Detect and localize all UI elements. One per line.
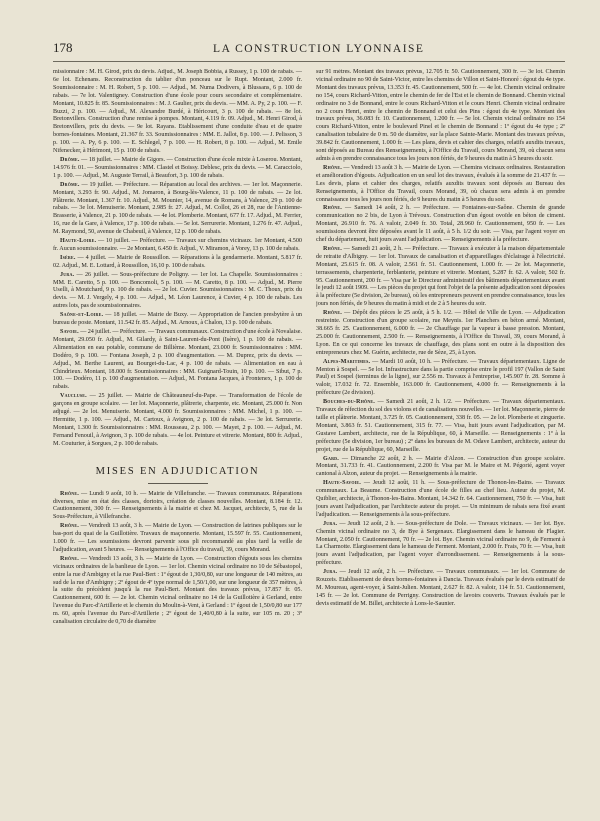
listing-paragraph [316,205,565,245]
department-name: Rhône. [323,164,342,171]
listing-paragraph [316,456,565,480]
department-name: Isère. [60,254,76,261]
listing-paragraph [316,69,565,164]
listing-paragraph [316,480,565,520]
listing-paragraph [53,556,302,627]
listing-text: — Samedi 21 août, 2 h. 1/2. — Préfecture. — Travaux départementaux. Travaux de réfection du sol des violons et de canalisations nouvelles. — 1er lot. Maçonnerie, pierre de taille et plâtrerie. Montant, 3.725 fr. 05. Cautionnement, 338 fr. 05. — 2e lot. Plomberie et zinguerie. Montant, 3.863 fr. 51. Cautionnement, 315 fr. 77. — Visa, huit jours avant l'adjudication, par M. Gustave Lambert, architecte, rue de la République, 60, à Marseille. — Renseignements : 1º à la préfecture (5e division, 1er bureau) ; 2º dans les bureaux de M. Odave Lambert, architecte, auteur du projet, rue de la République, 60, Marseille. [316,399,565,453]
right-column [316,69,565,814]
department-name: Jura. [323,520,338,527]
listing-text: missionnaire : M. H. Girod, prix du devis. Adjud., M. Joseph Bobbia, à Russey, 1 p. 100 de rabais. — 6e lot. Echenans. Reconstruction du tablier d'un ponceau sur le Rupt. Montant, 2.000 fr. Soumissionnaire : M. H. Robert, 5 p. 100. — Adjud., M. Numa Dodivers, à Blussans, 6 p. 100 de rabais. — 7e lot. Valentigney. Construction d'une école pour cours secondaire et complémentaire. Montant, 10.825 fr. 85. Soumissionnaires : M. J. Gaulier, prix du devis. — MM. A. Py, 2 p. 100. — F. Buzzi, 2 p. 100. — Adjud., M. Alexandre Burdé, à Héricourt, 3 p. 100 de rabais. — 8e lot. Bretonvillers. Construction d'une remise à pompes. Montant, 4.119 fr. 09. Adjud., M. Henri Girod, à Bretonvillers, prix du devis. — 9e lot. Rayans. Etablissement d'une conduite d'eau et de quatre bornes-fontaines. Montant, 21.367 fr. 33. Soumissionnaires : MM. E. Jallot, 8 p. 100. — J. Pelisson, 3 p. 100. — A. Py, 6 p. 100. — E. Schlegel, 7 p. 100. — H. Robert, 8 p. 100. — Adjud., M. Emile Nifenecker, à Hérimont, 15 p. 100 de rabais. [53,69,302,155]
department-name: Rhône. [323,310,342,317]
upcoming-adjudications-right [316,69,565,609]
listing-paragraph [53,69,302,156]
listing-paragraph [53,329,302,392]
listing-text: — Samedi 21 août, 2 h. — Préfecture. — Travaux à exécuter à la maison départementale de retraite d'Albigny. — 1er lot. Travaux de canalisation et d'appareillages d'éclairage à l'électricité. Montant, 25.615 fr. 08. A valoir, 2.561 fr. 51. Cautionnement, 1.000 fr. — 2e lot. Maçonnerie, terrassements, charpenterie, ferblanterie, peinture et vitrerie. Montant, 5.287 fr. 62. A valoir, 502 fr. 95. Cautionnement, 200 fr. — Visa par le Directeur administratif des bâtiments départementaux avant le jeudi 12 août 1909. — Les pièces du projet qui font l'objet de la présente adjudication sont déposées à la préfecture (5e division, 2e bureau), où les entrepreneurs peuvent en prendre connaissance, tous les jours non fériés, de 9 heures du matin à midi et de 2 à 5 heures du soir. [316,245,565,308]
upcoming-adjudications-left [53,491,302,627]
listing-text: — Jeudi 12 août, 2 h. — Sous-préfecture de Dole. — Travaux vicinaux. — 1er lot. Bye. Chemin vicinal ordinaire no 3, de Bye à Sergenaux. Elargissement dans le hameau de Flagier. Montant, 2.050 fr. Cautionnement, 70 fr. — 2e lot. Bye. Chemin vicinal ordinaire no 9, de Ferment à La Charmotte. Elargissement dans le hameau de Ferment. Montant, 2.000 fr. Frais, 70 fr. — Visa, huit jours avant l'adjudication, par l'agent voyer d'arrondissement. — Renseignements à la sous-préfecture. [316,520,565,567]
department-name: Rhône. [323,205,342,212]
listing-paragraph [53,182,302,237]
listing-paragraph [316,246,565,309]
section-title: MISES EN ADJUDICATION [95,465,260,477]
listing-text: — 19 juillet. — Préfecture. — Réparation au local des archives. — 1er lot. Maçonnerie. Montant, 3.293 fr. 90. Adjud., M. Jomaron, à Bourg-lès-Valence, 11 p. 100 de rabais. — 2e lot. Plâtrerie. Montant, 1.367 fr. 10. Adjud., M. Mounier, 14, avenue de Romans, à Valence, 29 p. 100 de rabais. — 3e lot. Menuiserie. Montant, 2.985 fr. 27. Adjud., M. Collot, 26 et 28, rue de l'Antienne-Brasserie, à Valence, 21 p. 100 de rabais. — 4e lot. Plomberie. Montant, 677 fr. 17. Adjud., M. Ferrier, 16, rue de la Gare, à Valence, 17 p. 100 de rabais. — 5e lot. Serrurerie. Montant, 1.276 fr. 47. Adjud., M. Raymond, 50, avenue de Chabeuil, à Valence, 12 p. 100 de rabais. [53,181,302,236]
left-column [53,69,302,814]
listing-paragraph [316,399,565,454]
listing-text: — Dépôt des pièces le 25 août, à 5 h. 1/2. — Hôtel de Ville de Lyon. — Adjudication restreinte. Construction d'un groupe scolaire, rue Meynis. 1er Planchers en béton armé. Montant, 38.665 fr. 25. Cautionnement, 6.000 fr. — 2e Chauffage par la vapeur à basse pression. Montant, 25.000 fr. Cautionnement, 2.500 fr. — Renseignements, à l'Office du Travail, 39, cours Morand, à Lyon. En ce qui concerne les travaux de chauffage, des plans sont en outre à la disposition des entrepreneurs chez M. Guérin, architecte, rue de Sèze, 25, à Lyon. [316,310,565,356]
listing-paragraph [316,165,565,205]
listing-text: — Vendredi 13 août 3 h. — Mairie de Lyon. — Chemins vicinaux ordinaires. Restauration et amélioration d'égouts. Adjudication en un seul lot des travaux, évalués à la somme de 21.437 fr. — Les devis, plans et cahier des charges, relatifs auxdits travaux sont déposés au Bureau des Renseignements, à l'Office du Travail, cours Morand, 39, où chacun sera admis à en prendre connaissance tous les jours non fériés, de 9 heures du matin à 5 heures du soir. [316,164,565,203]
section-rule [148,483,208,484]
listing-text: — Jeudi 12 août, 2 h. — Préfecture. — Travaux communaux. — 1er lot. Commune de Rouzeis. Etablissement de deux bornes-fontaines à Dancia. Travaux évalués par le devis estimatif de M. Moureau, agent-voyer, à Saint-Julien. Montant, 2.627 fr. 82. A valoir, 114 fr. 51. Cautionnement, 145 fr. — 2e lot. Commune de Perrigny. Construction de lavoirs couverts. Travaux évalués par le devis estimatif de M. Billet, architecte à Lons-le-Saunier. [316,569,565,607]
listing-paragraph [53,157,302,181]
listing-text: — 4 juillet. — Mairie de Roussillon. — Réparations à la gendarmerie. Montant, 5.817 fr. 02. Adjud., M. E. Lottard, à Roussillon, 16,10 p. 100 de rabais. [53,254,302,269]
listing-paragraph [53,272,302,312]
department-name: Rhône. [323,245,342,252]
listing-text: — Dimanche 22 août, 2 h. — Mairie d'Alzon. — Construction d'un groupe scolaire. Montant, 31.733 fr. 41. Cautionnement, 2.200 fr. Visa par M. le Maire et M. Pégorié, agent voyer cantonal à Alzon, auteur du projet. — Renseignements à la mairie. [316,455,565,478]
department-name: Gard. [323,455,339,462]
listing-text: — Vendredi 13 août, 3 h. — Mairie de Lyon. — Construction d'égouts sous les chemins vicinaux ordinaires de la banlieue de Lyon. — 1er lot. Chemin vicinal ordinaire no 10 de Sébastopol, entre la rue d'Ambigny et la rue Paul-Bert : 1º égout de 1,30/0,80, sur une longueur de 140 mètres, au sud de la rue d'Ambigny ; 2º égout de 4º type normal de 1,50/1,00, sur une longueur de 357 mètres, à la suite du précédent jusqu'à la rue Paul-Bert. Montant des travaux prévus, 17.857 fr. 05. Cautionnement, 600 fr. — 2e lot. Chemin vicinal ordinaire no 14 de la Guillotière à Gerland, entre l'avenue du Parc-d'Artillerie et le chemin du Moulin-à-Vent, à Gerland : 1º égout de 1,50/0,80 sur 177 m. 60, après l'avenue du Parc-d'Artillerie ; 2º égout de 1,40/0,80 à la suite, sur 105 m. 20 ; 3º canalisation circulaire de 0,70 de diamètre [53,555,302,626]
department-name: Rhône. [60,555,79,562]
department-name: Saône-et-Loire. [60,312,104,319]
two-column-body [53,69,565,814]
listing-text: — Vendredi 13 août, 3 h. — Mairie de Lyon. — Construction de latrines publiques sur le bas-port du quai de la Guillotière. Travaux de maçonnerie. Montant, 15.597 fr. 55. Cautionnement, 1.000 fr. — Les soumissions devront parvenir sous pli recommandé au plus tard la veille de l'adjudication, avant 5 heures. — Renseignements à l'Office du travail, 39, cours Morand. [53,523,302,553]
listing-text: — 24 juillet. — Préfecture. — Travaux communaux. Construction d'une école à Novalaise. Montant, 29.050 fr. Adjud., M. Gilardy, à Saint-Laurent-du-Pont (Isère), 1 p. 100 de rabais. — Alimentation en eau potable, commune de Billième. Montant, 23.000 fr. Soumissionnaires : MM. Dodéro, 9 p. 100. — Fontana Joseph, 2 p. 100 d'augmentation. — M. Duprez, prix du devis. — Adjud., M. Berthe Laurent, au Bourget-du-Lac, 4 p. 100 de rabais. — Alimentation en eau à Chindrieux. Montant, 18.000 fr. Soumissionnaires : MM. Guignard-Touin, 10 p. 100. — Sibut, 7 p. 100. — Dodéro, 11 p. 100 d'augmentation. — Adjud., M. Fontana Jacques, à Frontenex, 1 p. 100 de rabais. [53,329,302,391]
department-name: Vaucluse. [60,393,87,400]
department-name: Alpes-Maritimes. [323,358,371,365]
department-name: Bouches-du-Rhône. [323,399,376,406]
listing-text: — Jeudi 12 août, 11 h. — Sous-préfecture de Thonon-les-Bains. — Travaux communaux. La Beaume. Construction d'une école de filles au chef lieu. Auteur du projet, M. Quiblier, architecte, à Thonon-les-Bains. Montant, 14.342 fr. 64. Cautionnement, 750 fr. — Visa, huit jours avant l'adjudication, par l'architecte auteur du projet. — Un minimum de rabais sera fixé avant l'adjudication. — Renseignements à la sous-préfecture. [316,480,565,518]
adjudication-results [53,69,302,449]
running-title: LA CONSTRUCTION LYONNAISE [213,43,425,55]
listing-paragraph [53,393,302,448]
listing-text: — 26 juillet. — Sous-préfecture de Poligny. — 1er lot. La Chapelle. Soumissionnaires : MM. E. Caretto, 5 p. 100. — Boncomoli, 5 p. 100. — M. Caretto, 8 p. 100. — Adjud., M. Pierre Uselli, à Moutchard, 9 p. 100 de rabais. — 2e lot. Cuvier. Soumissionnaires : M. C. Thoux, prix du devis. — M. J. Vergely, 4 p. 100. — Adjud., M. Léon Laurence, à Cuvier, 4 p. 100 de rabais. Les autres lots, pas de soumissionnaires. [53,271,302,310]
listing-paragraph [316,569,565,609]
listing-paragraph [53,491,302,523]
listing-paragraph [53,238,302,254]
listing-paragraph [53,255,302,271]
page-number: 178 [53,40,73,55]
listing-text: — 25 juillet. — Mairie de Châteauneuf-du-Pape. — Transformation de l'école de garçons en groupe scolaire. — 1er lot. Maçonnerie, plâtrerie, charpente, etc. Montant, 25.000 fr. Non adjugé. — 2e lot. Menuiserie. Montant, 4.000 fr. Soumissionnaires : MM. Michel, 1 p. 100. — Hermitte, 1 p. 100. — Adjud., M. Cartoux, à Avignon, 2 p. 100 de rabais. — 3e lot. Serrurerie. Montant, 1.300 fr. Soumissionnaires : MM. Rousseau, 2 p. 100. — Mayet, 2 p. 100. — Adjud., M. Fernand Fenouil, à Avignon, 3 p. 100 de rabais. — 4e lot. Peinture et vitrerie. Montant, 800 fr. Adjud., M. Couturier, à Sorgues, 2 p. 100 de rabais. [53,393,302,447]
department-name: Rhône. [60,490,79,497]
listing-text: — 18 juillet. — Mairie de Gigors. — Construction d'une école mixte à Loserou. Montant, 14.976 fr. 01. — Soumissionnaires : MM. Clastel et Boissy. Deblesc, prix du devis. — M. Caracciolo, 1 p. 100. — Adjud., M. Auguste Terrail, à Beaufort, 3 p. 100 de rabais. [53,156,302,179]
department-name: Jura. [60,271,75,278]
listing-text: — 18 juillet. — Mairie de Buxy. — Appropriation de l'ancien presbytère à un bureau de poste. Montant, 11.542 fr. 85. Adjud., M. Arnoux, à Chalon, 13 p. 100 de rabais. [53,312,302,327]
listing-text: sur 91 mètres. Montant des travaux prévus, 12.705 fr. 50. Cautionnement, 300 fr. — 3e lot. Chemin vicinal ordinaire no 90 de Saint-Victor, entre les chemins de Villon et Saint-Honoré : égout du 4e type. Montant des travaux prévus, 13.353 fr. 45. Cautionnement, 500 fr. — 4e lot. Chemin vicinal ordinaire no 154, cours Richard-Vitton, entre le chemin de fer de l'Est et le chemin de Bonnand. Chemin vicinal ordinaire no 3 de Bonnand, entre le cours Richard-Vitton et le cours Henri. Chemin vicinal ordinaire no 2 cours Henri, entre le chemin de Bonnand et celui des Pins : égout du 4e type. Montant des travaux prévus, 36.083 fr. 10. Cautionnement, 1.200 fr. — 5e lot. Chemin vicinal ordinaire no 154 cours Richard-Vitton, entre le boulevard Pinel et le chemin de Bonnand : 1º égout du 4e type ; 2º canalisation tubulaire de 0 m. 50 de diamètre, sur la place Sainte-Marie. Montant des travaux prévus, 39.842 fr. Cautionnement, 1.000 fr. — Les plans, devis et cahier des charges, relatifs auxdits travaux, sont déposés au Bureau des Renseignements, à l'Office du Travail, cours Morand, 39, où chacun sera admis à en prendre connaissance tous les jours non fériés, de 9 heures du matin à 5 heures du soir. [316,69,565,162]
listing-paragraph [53,312,302,328]
listing-paragraph [53,523,302,555]
running-header [53,40,565,62]
department-name: Haute-Savoie. [323,480,362,487]
department-name: Drôme. [60,181,80,188]
department-name: Jura. [323,569,338,576]
listing-paragraph [316,310,565,357]
listing-text: — Samedi 14 août, 2 h. — Préfecture. — Fontaines-sur-Saône. Chemin de grande communication no 2 bis, de Lyon à Trévoux. Construction d'un égout ovoïde en béton de ciment. Montant, 26.910 fr. 76. A valoir, 2.049 fr. 30. Total, 28.960 fr. Cautionnement, 950 fr. — Les soumissions devront être déposées avant le 11 août, à 5 h. 1/2 du soir. — Visa, par l'agent voyer en chef du département, huit jours avant l'adjudication. — Renseignements à la préfecture. [316,205,565,244]
listing-text: — 10 juillet. — Préfecture. — Travaux sur chemins vicinaux. 1er Montant, 4.500 fr. Aucun soumissionnaire. — 2e Montant, 6.450 fr. Adjud., V. Miramon, à Vorey, 13 p. 100 de rabais. [53,238,302,252]
department-name: Haute-Loire. [60,238,97,245]
listing-paragraph [316,359,565,399]
department-name: Rhône. [60,523,79,530]
listing-paragraph [316,521,565,568]
listing-text: — Mardi 10 août, 10 h. — Préfecture. — Travaux départementaux. Ligne de Menton à Sospel. — 5e lot. Infrastructure dans la partie comprise entre le profil 197 (Vallon de Saint Paul) et Sospel (terminus de la ligne), sur 2.556 m. Travaux à l'entreprise, 145.907 fr. 28. Somme à valoir, 17.032 fr. 72. Ensemble, 163.000 fr. Cautionnement, 4.000 fr. — Renseignements à la préfecture (2e division). [316,358,565,397]
department-name: Savoie. [60,329,79,335]
listing-text: — Lundi 9 août, 10 h. — Mairie de Villefranche. — Travaux communaux. Réparations diverses, mise en état des classes, dortoirs, création de classes nouvelles. Montant, 8.184 fr. 12. Cautionnement, 300 fr. — Renseignements à la mairie et chez M. Jacquet, architecte, 5, rue de la Sous-Préfecture, à Villefranche. [53,490,302,521]
department-name: Drôme. [60,156,80,163]
section-heading [53,461,302,484]
